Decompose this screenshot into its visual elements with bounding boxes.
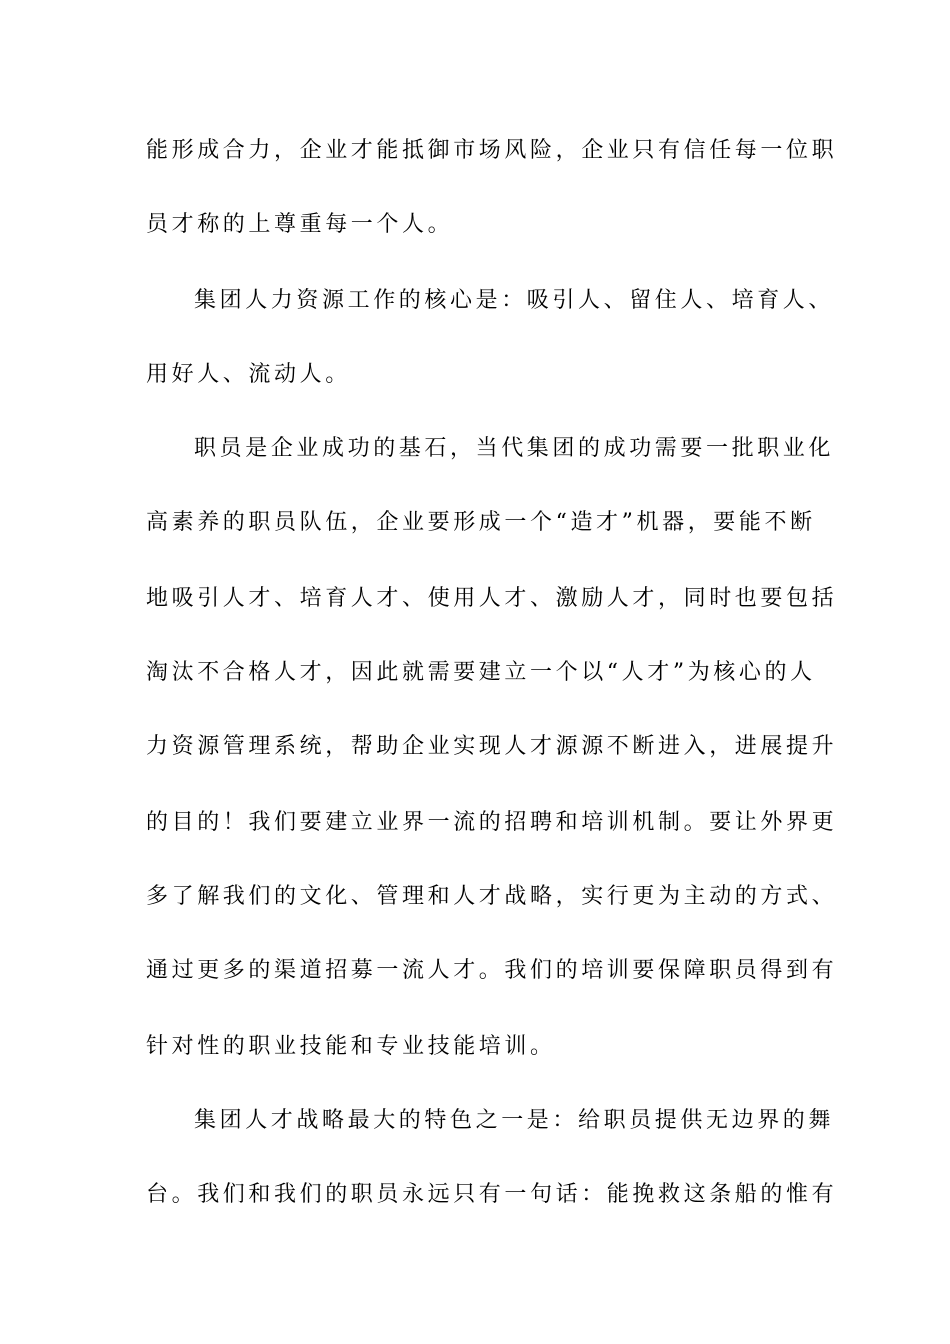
paragraph-start-line: 集团人力资源工作的核心是：吸引人、留住人、培育人、 xyxy=(194,288,835,313)
text-line: 员才称的上尊重每一个人。 xyxy=(146,212,454,237)
text-line: 淘汰不合格人才，因此就需要建立一个以“人才”为核心的人 xyxy=(146,660,816,685)
text-line: 能形成合力，企业才能抵御市场风险，企业只有信任每一位职 xyxy=(146,138,838,163)
text-line: 地吸引人才、培育人才、使用人才、激励人才，同时也要包括 xyxy=(146,586,838,611)
text-line: 高素养的职员队伍，企业要形成一个“造才”机器，要能不断 xyxy=(146,510,816,535)
text-line: 用好人、流动人。 xyxy=(146,362,351,387)
text-line: 多了解我们的文化、管理和人才战略，实行更为主动的方式、 xyxy=(146,884,838,909)
paragraph-start-line: 集团人才战略最大的特色之一是：给职员提供无边界的舞 xyxy=(194,1108,835,1133)
text-line: 力资源管理系统，帮助企业实现人才源源不断进入，进展提升 xyxy=(146,734,838,759)
text-line: 台。我们和我们的职员永远只有一句话：能挽救这条船的惟有 xyxy=(146,1182,838,1207)
text-line: 的目的！我们要建立业界一流的招聘和培训机制。要让外界更 xyxy=(146,810,838,835)
text-line: 针对性的职业技能和专业技能培训。 xyxy=(146,1034,556,1059)
text-line: 通过更多的渠道招募一流人才。我们的培训要保障职员得到有 xyxy=(146,958,838,983)
paragraph-start-line: 职员是企业成功的基石，当代集团的成功需要一批职业化 xyxy=(194,436,835,461)
